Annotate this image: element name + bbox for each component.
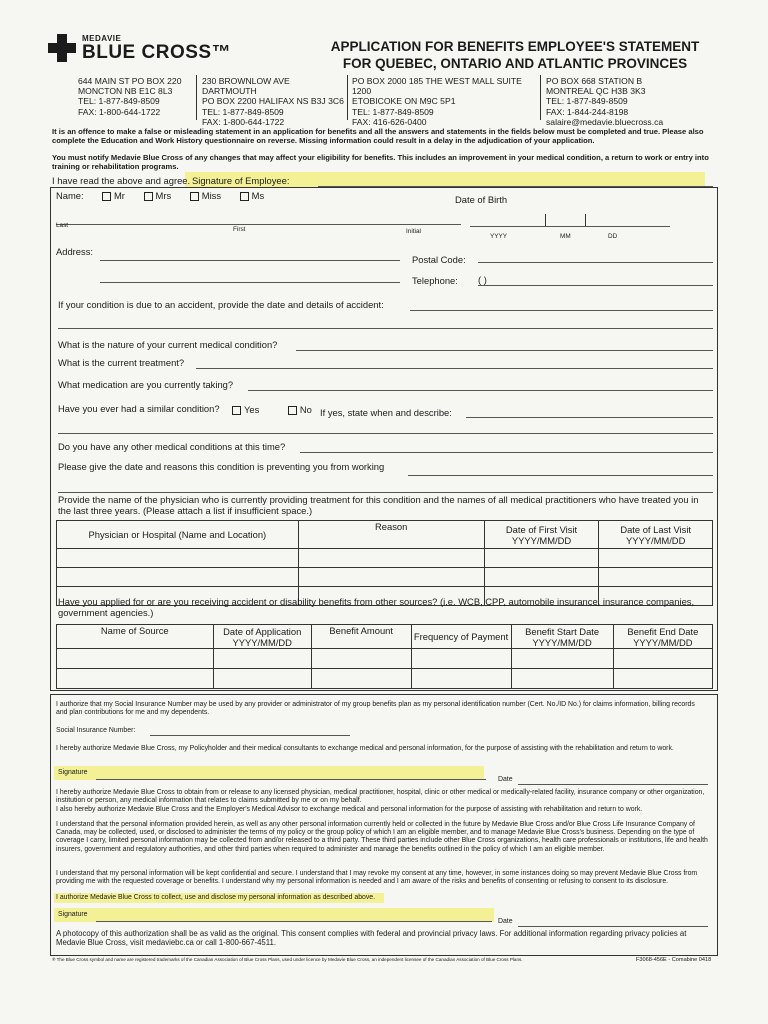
office-line: 230 BROWNLOW AVE DARTMOUTH (202, 76, 290, 97)
postal-code-line[interactable] (478, 262, 713, 263)
table-cell[interactable] (57, 669, 214, 689)
logo-big-text: BLUE CROSS™ (82, 42, 232, 63)
dob-line[interactable] (470, 226, 670, 227)
divider (196, 75, 197, 120)
mr-checkbox[interactable] (102, 192, 111, 201)
address-line-2[interactable] (100, 282, 400, 283)
table-cell[interactable] (311, 669, 411, 689)
auth-rehab-paragraph: I hereby authorize Medavie Blue Cross, my Policyholder and their medical consultants to exchange medical and personal information, for the purpose of assisting with the rehabilitation and return to work. (56, 745, 674, 752)
office-line: TEL: 1-877-849-8509 (78, 96, 160, 107)
notice-offence: It is an offence to make a false or misleading statement in an application for benefits and all the answers and statements in the fields below must be completed and true. Please also complete the Education and Work History questionnaire on reverse. Missing information could result in a delay in the adjudication of your application. (52, 127, 704, 145)
signature-label-2: Signature (58, 911, 88, 918)
dob-separator (545, 214, 546, 226)
nature-answer-line[interactable] (296, 350, 713, 351)
table-cell[interactable] (57, 549, 299, 568)
address-label: Address: (56, 246, 93, 257)
source-header: Name of Source (57, 625, 214, 649)
benefits-intro: Have you applied for or are you receiving accident or disability benefits from other sources? (i.e. WCB, CPP, automobile insurance, insurance companies, government agencies.) (58, 596, 695, 618)
sin-line[interactable] (150, 735, 350, 736)
table-cell[interactable] (484, 549, 599, 568)
table-cell[interactable] (511, 669, 613, 689)
reasons-question: Please give the date and reasons this condition is preventing you from working (58, 461, 385, 472)
office-line: PO BOX 2000 185 THE WEST MALL SUITE 1200 (352, 76, 522, 97)
table-cell[interactable] (613, 649, 712, 669)
office-line: PO BOX 668 STATION B (546, 76, 643, 86)
accident-question: If your condition is due to an accident, provide the date and details of accident: (58, 299, 384, 310)
form-title (300, 38, 730, 72)
table-cell[interactable] (613, 669, 712, 689)
table-row (57, 669, 713, 689)
office-line: TEL: 1-877-849-8509 (352, 106, 434, 117)
other-conditions-question: Do you have any other medical conditions at this time? (58, 441, 286, 452)
mm-label: MM (560, 233, 571, 240)
office-line: FAX: 1-800-644-1722 (78, 106, 161, 117)
similar-yes-checkbox[interactable] (232, 406, 241, 415)
mrs-checkbox[interactable] (144, 192, 153, 201)
office-line: FAX: 1-844-244-8198 (546, 106, 629, 117)
auth-confidential-paragraph: I understand that my personal information will be kept confidential and secure. I understand that I may revoke my consent at any time, however, in some instances doing so may prevent Medavie Blue Cross from providing me with the requested coverage or benefits. I understand why my personal information is needed and I am aware of the risks and benefits of consenting or refusing to consent to its disclosure. (56, 870, 698, 886)
office-line: TEL: 1-877-849-8509 (202, 106, 284, 117)
reason-header: Reason (298, 521, 484, 549)
office-montreal (546, 76, 726, 127)
agree-text: I have read the above and agree. (52, 175, 191, 186)
physician-intro: Provide the name of the physician who is currently providing treatment for this condition and the names of all medical practitioners who have treated you in the last three years. (Please attach a list if insufficient space.) (58, 494, 699, 516)
photocopy-paragraph: A photocopy of this authorization shall be as valid as the original. This consent complies with federal and provincial privacy laws. For additional information regarding privacy policies at Medavie Blue Cross, visit medaviebc.ca or call 1-800-667-4511. (56, 929, 687, 948)
title-options (96, 190, 264, 201)
form-title-line2: FOR QUEBEC, ONTARIO AND ATLANTIC PROVINCES (342, 56, 688, 71)
name-label: Name: (56, 190, 84, 201)
table-cell[interactable] (311, 649, 411, 669)
reasons-answer-line-2[interactable] (58, 492, 713, 493)
start-date-header: Benefit Start Date YYYY/MM/DD (511, 625, 613, 649)
notice-changes: You must notify Medavie Blue Cross of any changes that may affect your eligibility for benefits. This includes an improvement in your medical condition, a return to work or entry into training or rehabilitation programs. (52, 153, 709, 171)
divider (540, 75, 541, 120)
auth-advisor-paragraph: I also hereby authorize Medavie Blue Cross and the Employer's Medical Advisor to exchange medical and personal information for the purpose of assisting with rehabilitation and return to work. (56, 806, 643, 813)
first-visit-header: Date of First Visit YYYY/MM/DD (484, 521, 599, 549)
employee-signature-label: Signature of Employee: (192, 175, 290, 186)
office-line: FAX: 416-626-0400 (352, 116, 427, 127)
table-cell[interactable] (57, 568, 299, 587)
mrs-label: Mrs (155, 190, 172, 201)
form-id: F3068-456E - Comabine 0418 (636, 957, 712, 963)
table-row (57, 549, 713, 568)
table-row (57, 649, 713, 669)
table-cell[interactable] (57, 649, 214, 669)
trademark-note: ® The Blue Cross symbol and name are registered trademarks of the Canadian Association of Blue Cross Plans, used under licence by Medavie Blue Cross, an independent licensee of the Canadian Association of Blue Cross Plans. (52, 957, 523, 962)
table-cell[interactable] (599, 568, 713, 587)
divider (347, 75, 348, 120)
date-label-2: Date (498, 918, 513, 925)
telephone-area-code: ( ) (478, 274, 487, 285)
auth-sin-paragraph: I authorize that my Social Insurance Number may be used by any provider or administrator of my group benefits plan as my personal identification number (Cert. No./ID No.) for claims information, billing records and plan contributions for me and my dependents. (56, 701, 695, 717)
miss-label: Miss (201, 190, 222, 201)
auth-collect-paragraph: I authorize Medavie Blue Cross to collect, use and disclose my personal information as described above. (56, 894, 376, 901)
office-etobicoke (352, 76, 540, 127)
yes-label: Yes (244, 404, 260, 415)
other-conditions-line[interactable] (300, 452, 713, 453)
telephone-label: Telephone: (412, 275, 458, 286)
last-name-label: Last (56, 222, 69, 229)
table-cell[interactable] (411, 649, 511, 669)
telephone-line[interactable] (478, 285, 713, 286)
auth-release-paragraph: I hereby authorize Medavie Blue Cross to obtain from or release to any licensed physician, medical practitioner, hospital, clinic or other medical or medically-related facility, insurance company or other organization, institution or person, any medical information that relates to claims submitted by me or on my behalf. (56, 789, 705, 805)
medication-answer-line[interactable] (248, 390, 713, 391)
physician-table (56, 520, 713, 606)
no-label: No (299, 404, 312, 415)
accident-answer-line-2[interactable] (58, 328, 713, 329)
date-label-1: Date (498, 776, 513, 783)
physician-header: Physician or Hospital (Name and Location) (57, 521, 299, 549)
table-cell[interactable] (213, 669, 311, 689)
office-line: FAX: 1-800-644-1722 (202, 116, 285, 127)
table-cell[interactable] (484, 568, 599, 587)
signature-label-1: Signature (58, 769, 88, 776)
office-halifax (202, 76, 346, 127)
office-line: MONTREAL QC H3B 3K3 (546, 86, 646, 97)
signature-highlight (54, 908, 494, 922)
table-cell[interactable] (213, 649, 311, 669)
signature-line-1[interactable] (96, 779, 486, 780)
similar-yes-option (226, 404, 312, 415)
date-line-2[interactable] (518, 926, 708, 927)
similar-condition-question: Have you ever had a similar condition? (58, 403, 220, 414)
reasons-answer-line[interactable] (408, 475, 713, 476)
office-line: 644 MAIN ST PO BOX 220 (78, 76, 182, 86)
frequency-header: Frequency of Payment (411, 625, 511, 649)
logo-small-text: MEDAVIE (82, 34, 122, 43)
table-cell[interactable] (298, 568, 484, 587)
sin-label: Social Insurance Number: (56, 727, 136, 734)
miss-checkbox[interactable] (190, 192, 199, 201)
address-line-1[interactable] (100, 260, 400, 261)
office-email: salaire@medavie.bluecross.ca (546, 116, 664, 127)
office-line: ETOBICOKE ON M9C 5P1 (352, 96, 456, 107)
dob-separator (585, 214, 586, 226)
last-visit-header: Date of Last Visit YYYY/MM/DD (599, 521, 713, 549)
end-date-header: Benefit End Date YYYY/MM/DD (613, 625, 712, 649)
application-date-header: Date of Application YYYY/MM/DD (213, 625, 311, 649)
office-moncton (78, 76, 196, 117)
similar-answer-line[interactable] (466, 417, 713, 418)
form-title-line1: APPLICATION FOR BENEFITS EMPLOYEE'S STATEMENT (330, 39, 700, 54)
similar-answer-line-2[interactable] (58, 433, 713, 434)
office-line: TEL: 1-877-849-8509 (546, 96, 628, 107)
treatment-question: What is the current treatment? (58, 357, 185, 368)
benefits-table (56, 624, 713, 689)
office-line: MONCTON NB E1C 8L3 (78, 86, 173, 97)
table-row (57, 568, 713, 587)
medication-question: What medication are you currently taking? (58, 379, 234, 390)
benefit-amount-header: Benefit Amount (311, 625, 411, 649)
mr-label: Mr (114, 190, 125, 201)
name-line[interactable] (56, 224, 461, 225)
table-cell[interactable] (511, 649, 613, 669)
first-name-label: First (233, 226, 246, 233)
auth-personal-info-paragraph: I understand that the personal information provided herein, as well as any other personal information currently held or collected in the future by Medavie Blue Cross and/or Blue Cross Life Insurance Company of Canada, may be collected, used, or disclosed to administer the terms of my policy or the group policy of which I am an eligible member, and to manage Medavie Blue Cross's business. Depending on the type of coverage I carry, limited personal information may be collected from and/or released to a third party. These third parties include other Blue Cross organizations, health care professionals or institutions, life and health insurers, government and regulatory authorities, and other third parties when required to administer and manage the benefits outlined in the policy of which I am an eligible member. (56, 821, 708, 853)
nature-question: What is the nature of your current medical condition? (58, 339, 278, 350)
office-line: PO BOX 2200 HALIFAX NS B3J 3C6 (202, 96, 344, 107)
table-cell[interactable] (298, 549, 484, 568)
signature-highlight (54, 766, 484, 780)
ms-checkbox[interactable] (240, 192, 249, 201)
yyyy-label: YYYY (490, 233, 508, 240)
ms-label: Ms (251, 190, 265, 201)
dob-label: Date of Birth (455, 194, 508, 205)
postal-code-label: Postal Code: (412, 254, 466, 265)
table-cell[interactable] (411, 669, 511, 689)
accident-answer-line[interactable] (410, 310, 713, 311)
medavie-logo (48, 32, 258, 72)
date-line-1[interactable] (518, 784, 708, 785)
cross-logo-icon (48, 34, 76, 62)
similar-no-checkbox[interactable] (288, 406, 297, 415)
if-yes-label: If yes, state when and describe: (320, 407, 452, 418)
treatment-answer-line[interactable] (196, 368, 713, 369)
initial-label: Initial (406, 228, 421, 235)
table-cell[interactable] (599, 549, 713, 568)
dd-label: DD (608, 233, 618, 240)
signature-line-2[interactable] (96, 921, 492, 922)
